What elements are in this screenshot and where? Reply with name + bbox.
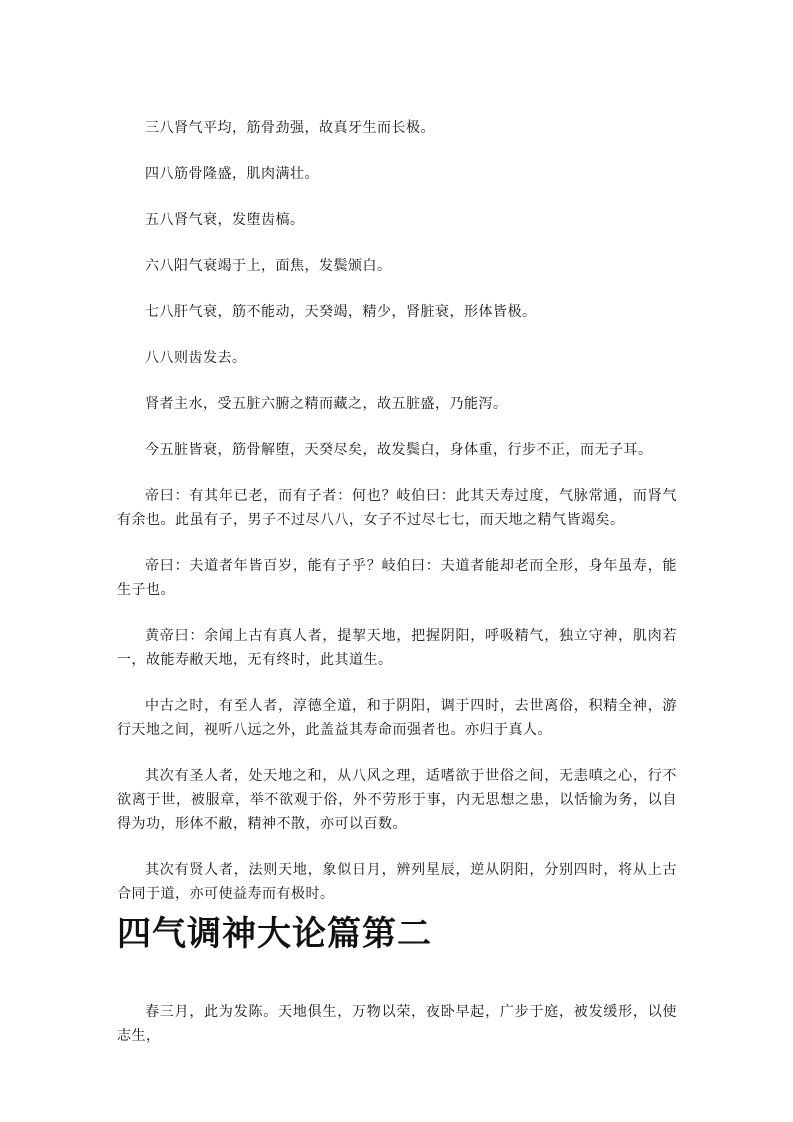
paragraph: 中古之时，有至人者，淳德全道，和于阴阳，调于四时，去世离俗，积精全神，游行天地之间，视听八远之外，此盖益其寿命而强者也。亦归于真人。 [117,698,677,738]
paragraph: 四八筋骨隆盛，肌肉满壮。 [145,166,319,182]
paragraph: 春三月，此为发陈。天地俱生，万物以荣，夜卧早起，广步于庭，被发缓形，以使志生， [117,1004,677,1044]
paragraph: 三八肾气平均，筋骨劲强，故真牙生而长极。 [145,120,435,136]
paragraph: 其次有圣人者，处天地之和，从八风之理，适嗜欲于世俗之间，无恚嗔之心，行不欲离于世，被服章，举不欲观于俗，外不劳形于事，内无思想之患，以恬愉为务，以自得为功，形体不敝，精神不散，亦可以百数。 [117,768,677,832]
paragraph: 五八肾气衰，发堕齿槁。 [145,212,305,228]
body-text [117,116,677,928]
section-heading: 四气调神大论篇第二 [117,914,432,954]
section-body-text [117,1000,677,1070]
paragraph: 六八阳气衰竭于上，面焦，发鬓颁白。 [145,258,392,274]
paragraph: 七八肝气衰，筋不能动，天癸竭，精少，肾脏衰，形体皆极。 [145,304,537,320]
paragraph: 帝曰：夫道者年皆百岁，能有子乎？岐伯曰：夫道者能却老而全形，身年虽寿，能生子也。 [117,558,677,598]
paragraph: 八八则齿发去。 [145,350,247,366]
paragraph: 帝曰：有其年已老，而有子者：何也？岐伯曰：此其天寿过度，气脉常通，而肾气有余也。此虽有子，男子不过尽八八，女子不过尽七七，而天地之精气皆竭矣。 [117,488,677,528]
paragraph: 其次有贤人者，法则天地，象似日月，辨列星辰，逆从阴阳，分别四时，将从上古合同于道，亦可使益寿而有极时。 [117,862,677,902]
paragraph: 肾者主水，受五脏六腑之精而藏之，故五脏盛，乃能泻。 [145,396,508,412]
paragraph: 黄帝曰：余闻上古有真人者，提挈天地，把握阴阳，呼吸精气，独立守神，肌肉若一，故能寿敝天地，无有终时，此其道生。 [117,628,677,668]
paragraph: 今五脏皆衰，筋骨解堕，天癸尽矣，故发鬓白，身体重，行步不正，而无子耳。 [145,442,653,458]
